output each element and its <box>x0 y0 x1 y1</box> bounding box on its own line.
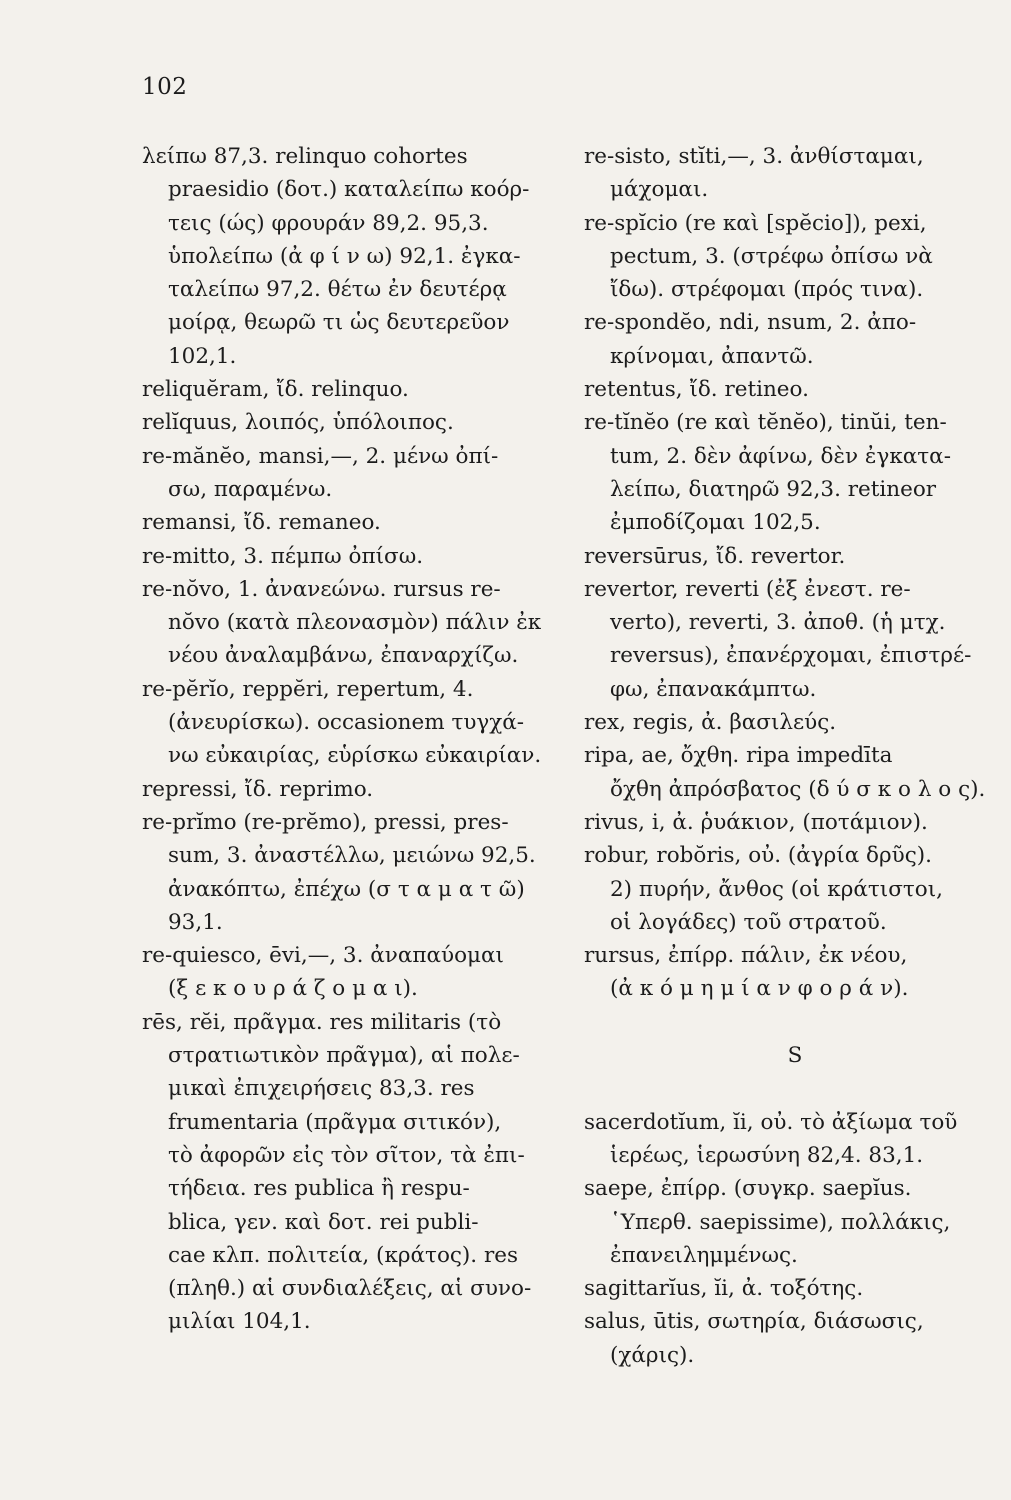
entry-line: rex, regis, ἀ. βασιλεύς. <box>584 710 837 736</box>
entry-line: 2) πυρήν, ἄνθος (οἱ κράτιστοι, <box>610 876 944 902</box>
entry-line: reversus), ἐπανέρχομαι, ἐπιστρέ- <box>610 643 972 669</box>
entry-line: ἀνακόπτω, ἐπέχω (σ τ α μ α τ ῶ) <box>168 876 525 902</box>
entry-line: φω, ἐπανακάμπτω. <box>610 676 817 702</box>
entry-line: re-prĭmo (re-prĕmo), pressi, pres- <box>142 809 509 835</box>
entry-line: re-tĭnĕo (re καὶ tĕnĕo), tinŭi, ten- <box>584 410 947 436</box>
entry-line: verto), reverti, 3. ἀποθ. (ἡ μτχ. <box>610 610 946 636</box>
page-number: 102 <box>142 74 188 100</box>
entry-line: (ἀνευρίσκω). occasionem τυγχά- <box>168 710 525 736</box>
entry-line: re-nŏvo, 1. ἀνανεώνω. rursus re- <box>142 576 501 602</box>
entry-line <box>584 1072 1006 1105</box>
entry-line <box>584 1006 1006 1039</box>
entry-line: ῾Υπερθ. saepissime), πολλάκις, <box>610 1209 951 1235</box>
entry-line: re-spĭcio (re καὶ [spĕcio]), pexi, <box>584 210 927 236</box>
entry-line: re-mănĕo, mansi,—, 2. μένω ὀπί- <box>142 443 499 469</box>
entry-line: ἱερέως, ἱερωσύνη 82,4. 83,1. <box>610 1142 924 1168</box>
entry-line: λείπω, διατηρῶ 92,3. retineor <box>610 476 937 502</box>
entry-line: rēs, rĕi, πρᾶγμα. res militaris (τὸ <box>142 1009 502 1035</box>
entry-line: μοίρᾳ, θεωρῶ τι ὡς δευτερεῦον <box>168 310 510 336</box>
entry-line: re-quiesco, ēvi,—, 3. ἀναπαύομαι <box>142 943 504 969</box>
entry-line: οἱ λογάδες) τοῦ στρατοῦ. <box>610 909 887 935</box>
entry-line: τήδεια. res publica ἢ respu- <box>168 1176 470 1202</box>
right-column <box>584 140 1006 1372</box>
entry-line: re-mitto, 3. πέμπω ὀπίσω. <box>142 543 424 569</box>
entry-line: στρατιωτικὸν πρᾶγμα), αἱ πολε- <box>168 1043 520 1069</box>
entry-line: κρίνομαι, ἀπαντῶ. <box>610 343 814 369</box>
entry-line: praesidio (δοτ.) καταλείπω κοόρ- <box>168 177 530 203</box>
entry-line: ἴδω). στρέφομαι (πρός τινα). <box>610 277 924 303</box>
entry-line: λείπω 87,3. relinquo cohortes <box>142 144 468 169</box>
entry-line: revertor, reverti (ἐξ ἐνεστ. re- <box>584 576 911 602</box>
entry-line: 93,1. <box>168 909 223 935</box>
entry-line: rivus, i, ἀ. ῥυάκιον, (ποτάμιον). <box>584 809 928 835</box>
entry-line: σω, παραμένω. <box>168 476 333 502</box>
entry-line: retentus, ἴδ. retineo. <box>584 377 809 403</box>
entry-line: ταλείπω 97,2. θέτω ἐν δευτέρᾳ <box>168 277 507 303</box>
left-column <box>142 140 564 1339</box>
entry-line: re-sisto, stĭti,—, 3. ἀνθίσταμαι, <box>584 144 924 169</box>
entry-line: ripa, ae, ὄχθη. ripa impedīta <box>584 743 893 769</box>
section-letter: S <box>787 1043 803 1069</box>
entry-line: tum, 2. δὲν ἀφίνω, δὲν ἐγκατα- <box>610 443 951 469</box>
entry-line: reliquĕram, ἴδ. relinquo. <box>142 377 409 403</box>
entry-line: νω εὐκαιρίας, εὑρίσκω εὐκαιρίαν. <box>168 743 542 769</box>
entry-line: ἐμποδίζομαι 102,5. <box>610 510 821 536</box>
entry-line: 102,1. <box>168 343 237 369</box>
entry-line: frumentaria (πρᾶγμα σιτικόν), <box>168 1109 502 1135</box>
entry-line: (ξ ε κ ο υ ρ ά ζ ο μ α ι). <box>168 976 418 1002</box>
entry-line: (χάρις). <box>610 1342 695 1368</box>
entry-line: τὸ ἀφορῶν εἰς τὸν σῖτον, τὰ ἐπι- <box>168 1142 525 1168</box>
entry-line: repressi, ἴδ. reprimo. <box>142 776 374 802</box>
entry-line: μάχομαι. <box>610 177 709 203</box>
entry-line: τεις (ώς) φρουράν 89,2. 95,3. <box>168 210 489 236</box>
entry-line: ἐπανειλημμένως. <box>610 1242 798 1268</box>
entry-line: blica, γεν. καὶ δοτ. rei publi- <box>168 1209 479 1235</box>
entry-line: μικαὶ ἐπιχειρήσεις 83,3. res <box>168 1076 475 1102</box>
entry-line: salus, ūtis, σωτηρία, διάσωσις, <box>584 1309 924 1335</box>
entry-line: (πληθ.) αἱ συνδιαλέξεις, αἱ συνο- <box>168 1276 532 1302</box>
entry-line: nŏvo (κατὰ πλεονασμὸν) πάλιν ἐκ <box>168 610 542 636</box>
entry-line: reversūrus, ἴδ. revertor. <box>584 543 846 569</box>
entry-line: rursus, ἐπίρρ. πάλιν, ἐκ νέου, <box>584 943 908 969</box>
entry-line: ὄχθη ἀπρόσβατος (δ ύ σ κ ο λ ο ς). <box>610 776 986 802</box>
entry-line: relĭquus, λοιπός, ὑπόλοιπος. <box>142 410 454 436</box>
entry-line: saepe, ἐπίρρ. (συγκρ. saepĭus. <box>584 1176 912 1202</box>
entry-line: pectum, 3. (στρέφω ὀπίσω νὰ <box>610 243 933 269</box>
entry-line: remansi, ἴδ. remaneo. <box>142 510 381 536</box>
entry-line: cae κλπ. πολιτεία, (κράτος). res <box>168 1242 519 1268</box>
entry-line: μιλίαι 104,1. <box>168 1309 311 1335</box>
entry-line: (ἀ κ ό μ η μ ί α ν φ ο ρ ά ν). <box>610 976 909 1002</box>
entry-line: sum, 3. ἀναστέλλω, μειώνω 92,5. <box>168 843 536 869</box>
entry-line: re-pĕrĭo, reppĕri, repertum, 4. <box>142 676 474 702</box>
entry-line: sagittarĭus, ĭi, ἀ. τοξότης. <box>584 1276 864 1302</box>
entry-line: sacerdotĭum, ĭi, οὐ. τὸ ἀξίωμα τοῦ <box>584 1109 958 1135</box>
entry-line: robur, robŏris, οὐ. (ἀγρία δρῦς). <box>584 843 932 869</box>
entry-line: re-spondĕo, ndi, nsum, 2. ἀπο- <box>584 310 917 336</box>
entry-line: ὑπολείπω (ἀ φ ί ν ω) 92,1. ἐγκα- <box>168 243 521 269</box>
entry-line: νέου ἀναλαμβάνω, ἐπαναρχίζω. <box>168 643 519 669</box>
